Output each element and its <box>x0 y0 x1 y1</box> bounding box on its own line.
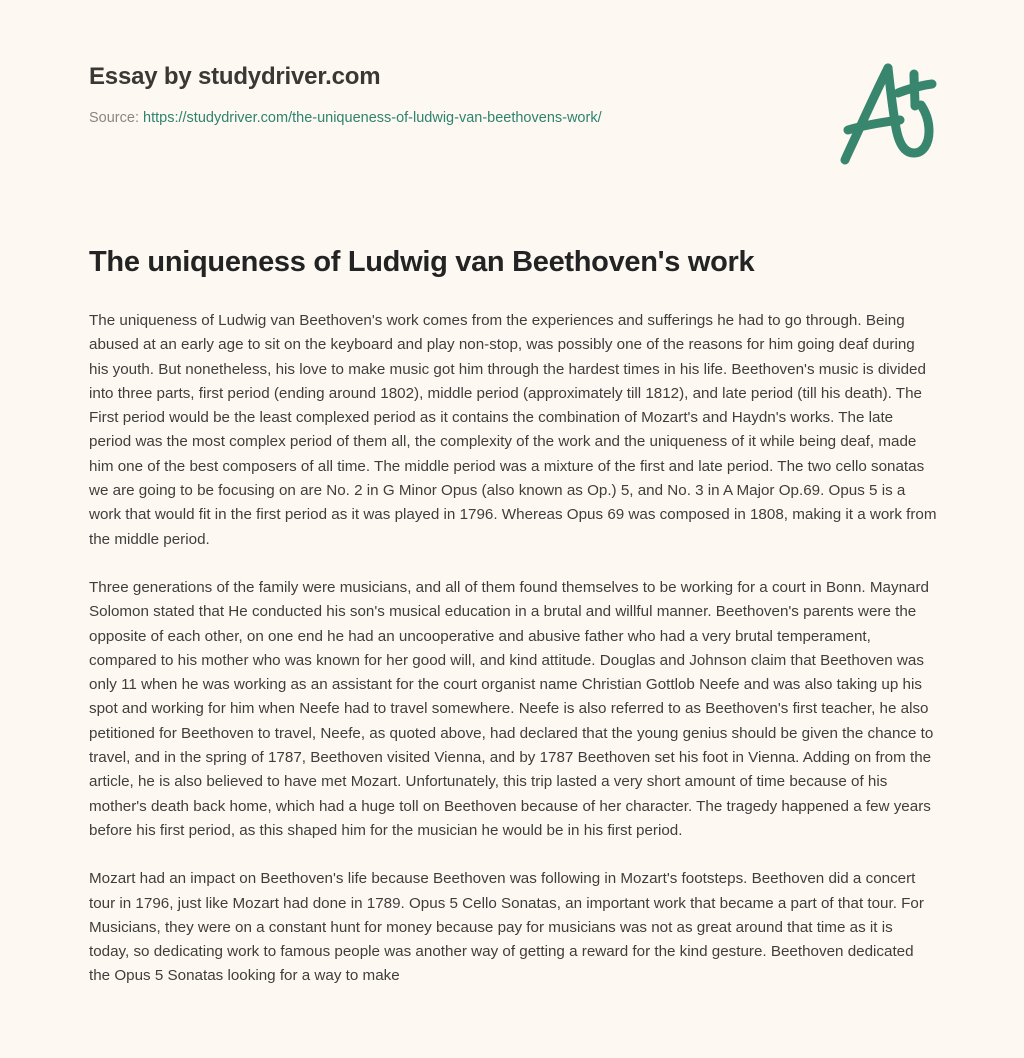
article <box>89 243 937 989</box>
page-title: The uniqueness of Ludwig van Beethoven's work <box>89 246 755 278</box>
article-paragraph: The uniqueness of Ludwig van Beethoven's work comes from the experiences and sufferings he had to go through. Being abused at an early age to sit on the keyboard and play non-stop, was possibly one of the reasons for him going deaf during his youth. But nonetheless, his love to make music got him through the hardest times in his life. Beethoven's music is divided into three parts, first period (ending around 1802), middle period (approximately till 1812), and late period (till his death). The First period would be the least complexed period as it contains the combination of Mozart's and Haydn's works. The late period was the most complex period of them all, the complexity of the work and the uniqueness of it while being deaf, made him one of the best composers of all time. The middle period was a mixture of the first and late period. The two cello sonatas we are going to be focusing on are No. 2 in G Minor Opus (also known as Op.) 5, and No. 3 in A Major Op.69. Opus 5 is a work that would fit in the first period as it was played in 1796. Whereas Opus 69 was composed in 1808, making it a work from the middle period. <box>89 312 937 548</box>
source-url-link[interactable]: https://studydriver.com/the-uniqueness-of-ludwig-van-beethovens-work/ <box>143 110 602 126</box>
source-label: Source: <box>89 110 139 126</box>
page-header <box>0 0 1024 200</box>
article-body <box>89 309 937 989</box>
article-paragraph: Three generations of the family were musicians, and all of them found themselves to be working for a court in Bonn. Maynard Solomon stated that He conducted his son's musical education in a brutal and willful manner. Beethoven's parents were the opposite of each other, on one end he had an uncooperative and abusive father who had a very brutal temperament, compared to his mother who was known for her good will, and kind attitude. Douglas and Johnson claim that Beethoven was only 11 when he was working as an assistant for the court organist name Christian Gottlob Neefe and was also taking up his spot and working for him when Neefe had to travel somewhere. Neefe is also referred to as Beethoven's first teacher, he also petitioned for Beethoven to travel, Neefe, as quoted above, had declared that the young genius should be given the chance to travel, and in the spring of 1787, Beethoven visited Vienna, and by 1787 Beethoven set his foot in Vienna. Adding on from the article, he is also believed to have met Mozart. Unfortunately, this trip lasted a very short amount of time because of his mother's death back home, which had a huge toll on Beethoven because of her character. The tragedy happened a few years before his first period, as this shaped him for the musician he would be in his first period. <box>89 578 934 839</box>
brand-title: Essay by studydriver.com <box>89 63 381 90</box>
a-plus-logo <box>826 52 952 178</box>
a-plus-logo-icon <box>826 52 952 178</box>
source-line <box>89 108 789 128</box>
brand-block <box>89 62 789 128</box>
article-paragraph: Mozart had an impact on Beethoven's life because Beethoven was following in Mozart's footsteps. Beethoven did a concert tour in 1796, just like Mozart had done in 1789. Opus 5 Cello Sonatas, an important work that became a part of that tour. For Musicians, they were on a constant hunt for money because pay for musicians was not as great around that time as it is today, so dedicating work to famous people was another way of getting a reward for the kind gesture. Beethoven dedicated the Opus 5 Sonatas looking for a way to make <box>89 870 924 985</box>
